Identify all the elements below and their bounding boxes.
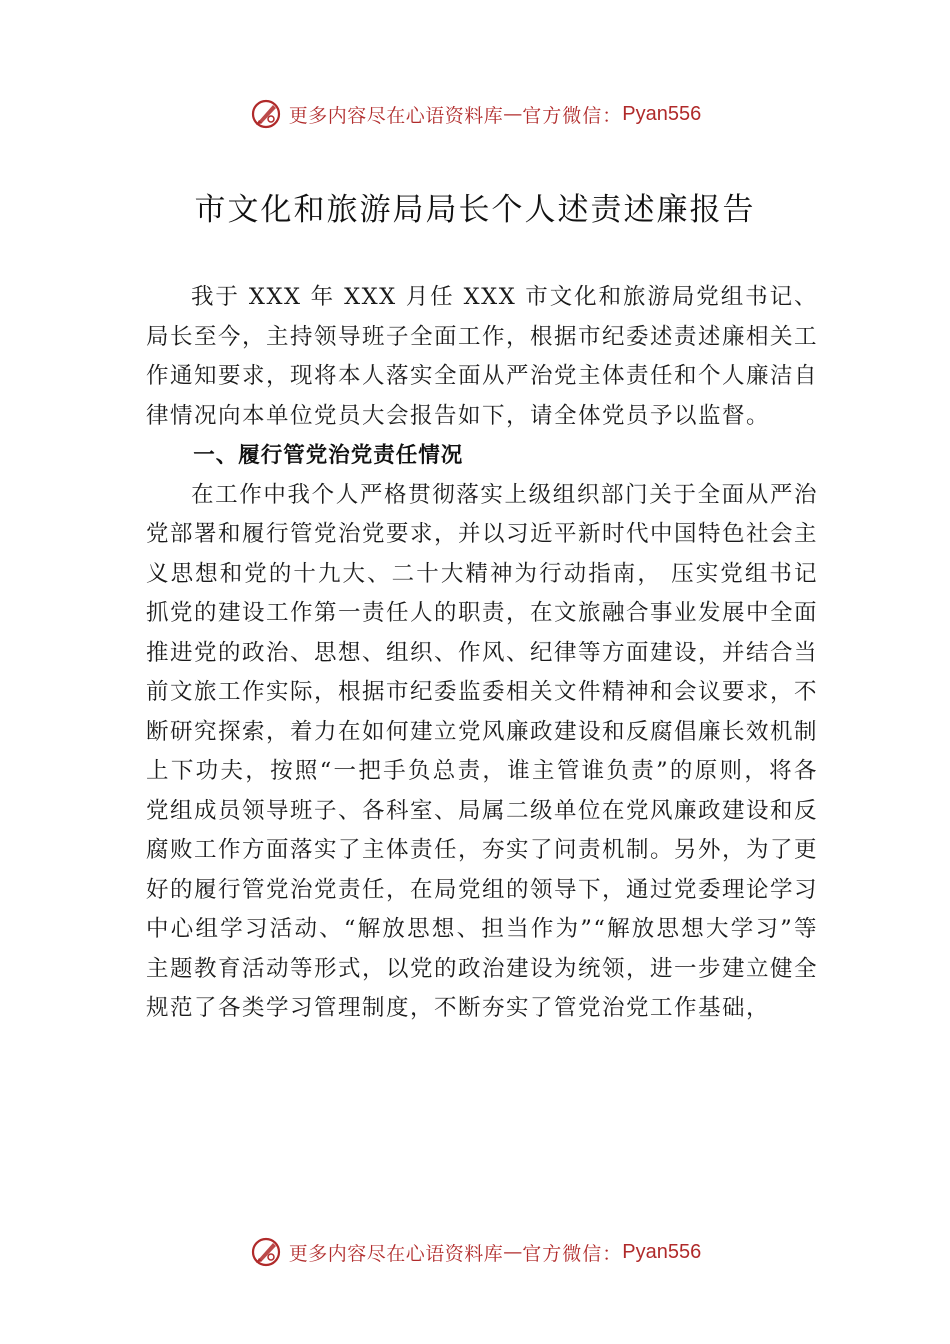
watermark-separator: — <box>503 103 523 125</box>
watermark-separator: — <box>503 1241 523 1263</box>
watermark-wechat-id: Pyan556 <box>622 1240 702 1263</box>
watermark-wechat-label: 官方微信： <box>522 104 623 127</box>
watermark-wechat-label: 官方微信： <box>522 1242 623 1265</box>
watermark-brand: 更多内容尽在心语资料库 <box>288 104 504 127</box>
document-body <box>146 278 818 1029</box>
document-title: 市文化和旅游局局长个人述责述廉报告 <box>194 192 756 228</box>
section-heading: 一、履行管党治党责任情况 <box>193 443 464 468</box>
intro-paragraph: 我于 XXX 年 XXX 月任 XXX 市文化和旅游局党组书记、局长至今，主持领导班子全面工作，根据市纪委述责述廉相关工作通知要求，现将本人落实全面从严治党主体责任和个人廉洁自律情况向本单位党员大会报告如下，请全体党员予以监督。 <box>146 284 819 429</box>
quill-logo-icon <box>249 1235 283 1269</box>
header-watermark <box>0 94 950 134</box>
watermark-wechat-id: Pyan556 <box>622 102 702 125</box>
footer-watermark <box>0 1232 950 1272</box>
watermark-brand: 更多内容尽在心语资料库 <box>288 1242 504 1265</box>
quill-logo-icon <box>249 97 283 131</box>
section-paragraph: 在工作中我个人严格贯彻落实上级组织部门关于全面从严治党部署和履行管党治党要求，并以习近平新时代中国特色社会主义思想和党的十九大、二十大精神为行动指南， 压实党组书记抓党的建设工作第一责任人的职责，在文旅融合事业发展中全面推进党的政治、思想、组织、作风、纪律等方面建设，并结合当前文旅工作实际，根据市纪委监委相关文件精神和会议要求，不断研究探索，着力在如何建立党风廉政建设和反腐倡廉长效机制上下功夫，按照“一把手负总责，谁主管谁负责”的原则，将各党组成员领导班子、各科室、局属二级单位在党风廉政建设和反腐败工作方面落实了主体责任，夯实了问责机制。另外，为了更好的履行管党治党责任，在局党组的领导下，通过党委理论学习中心组学习活动、“解放思想、担当作为”“解放思想大学习”等主题教育活动等形式，以党的政治建设为统领，进一步建立健全规范了各类学习管理制度，不断夯实了管党治党工作基础， <box>146 481 819 1021</box>
